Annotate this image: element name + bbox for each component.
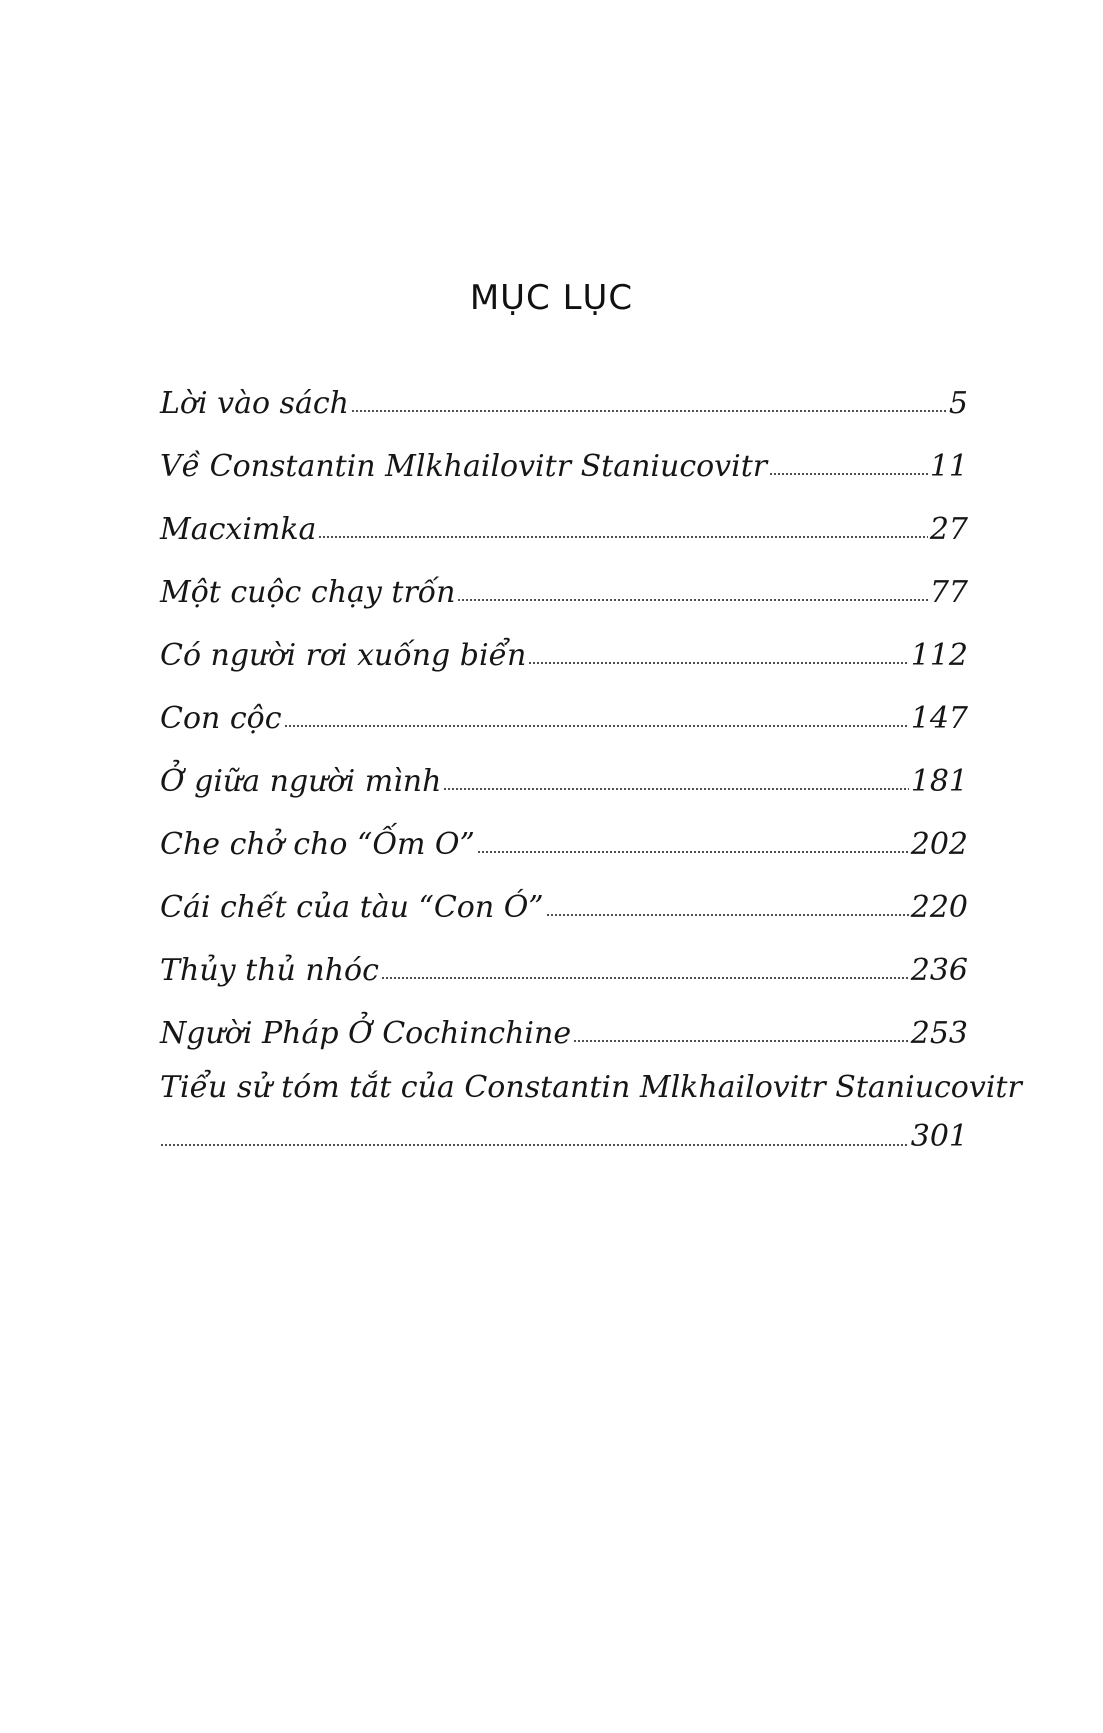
toc-entry-label: Thủy thủ nhóc [160,953,379,988]
toc-entry-label: Che chở cho “Ốm O” [160,827,475,862]
dot-leader [443,787,908,791]
toc-entry-page: 220 [910,890,968,925]
toc-entry-long [160,1065,1022,1163]
toc-entry-page: 11 [929,449,968,484]
toc-entry [160,687,968,750]
toc-entry-page: 253 [910,1016,968,1051]
toc-entry-page: 301 [910,1119,968,1154]
toc-entry-label: Lời vào sách [160,386,349,421]
toc-entry-label: Cái chết của tàu “Con Ó” [160,890,544,925]
toc-entry-page: 147 [910,701,968,736]
toc-entry-page: 77 [929,575,968,610]
toc-entry-page: 236 [910,953,968,988]
toc-entry [160,372,968,435]
toc-entry-page: 181 [910,764,968,799]
dot-leader [528,661,908,665]
toc-entry-label: Về Constantin Mlkhailovitr Staniucovitr [160,449,768,484]
dot-leader [769,472,928,476]
toc-entry [160,876,968,939]
toc-entry-leader-row [160,1111,968,1163]
toc-entry [160,750,968,813]
toc-entry [160,561,968,624]
dot-leader [546,913,909,917]
toc-entry [160,813,968,876]
toc-entry-page: 27 [929,512,968,547]
toc-entry [160,498,968,561]
table-of-contents [160,372,1022,1163]
toc-entry-label: Người Pháp Ở Cochinchine [160,1016,572,1051]
dot-leader [351,409,947,413]
toc-entry-label: Macximka [160,512,317,547]
dot-leader [457,598,927,602]
dot-leader [284,724,909,728]
dot-leader [160,1143,909,1147]
dot-leader [381,976,909,980]
toc-entry [160,1002,968,1065]
dot-leader [573,1039,909,1043]
toc-entry-page: 112 [910,638,968,673]
page-title: MỤC LỤC [469,278,634,318]
toc-entry-label: Tiểu sử tóm tắt của Constantin Mlkhailovitr Staniucovitr [160,1070,1022,1105]
toc-entry-label: Con cộc [160,701,282,736]
toc-entry-label: Một cuộc chạy trốn [160,575,456,610]
toc-entry [160,624,968,687]
toc-entry-page: 5 [948,386,968,421]
toc-entry-label: Có người rơi xuống biển [160,638,527,673]
toc-entry-page: 202 [910,827,968,862]
toc-entry [160,939,968,1002]
dot-leader [318,535,927,539]
dot-leader [477,850,909,854]
toc-entry [160,435,968,498]
toc-entry-label: Ở giữa người mình [160,764,442,799]
